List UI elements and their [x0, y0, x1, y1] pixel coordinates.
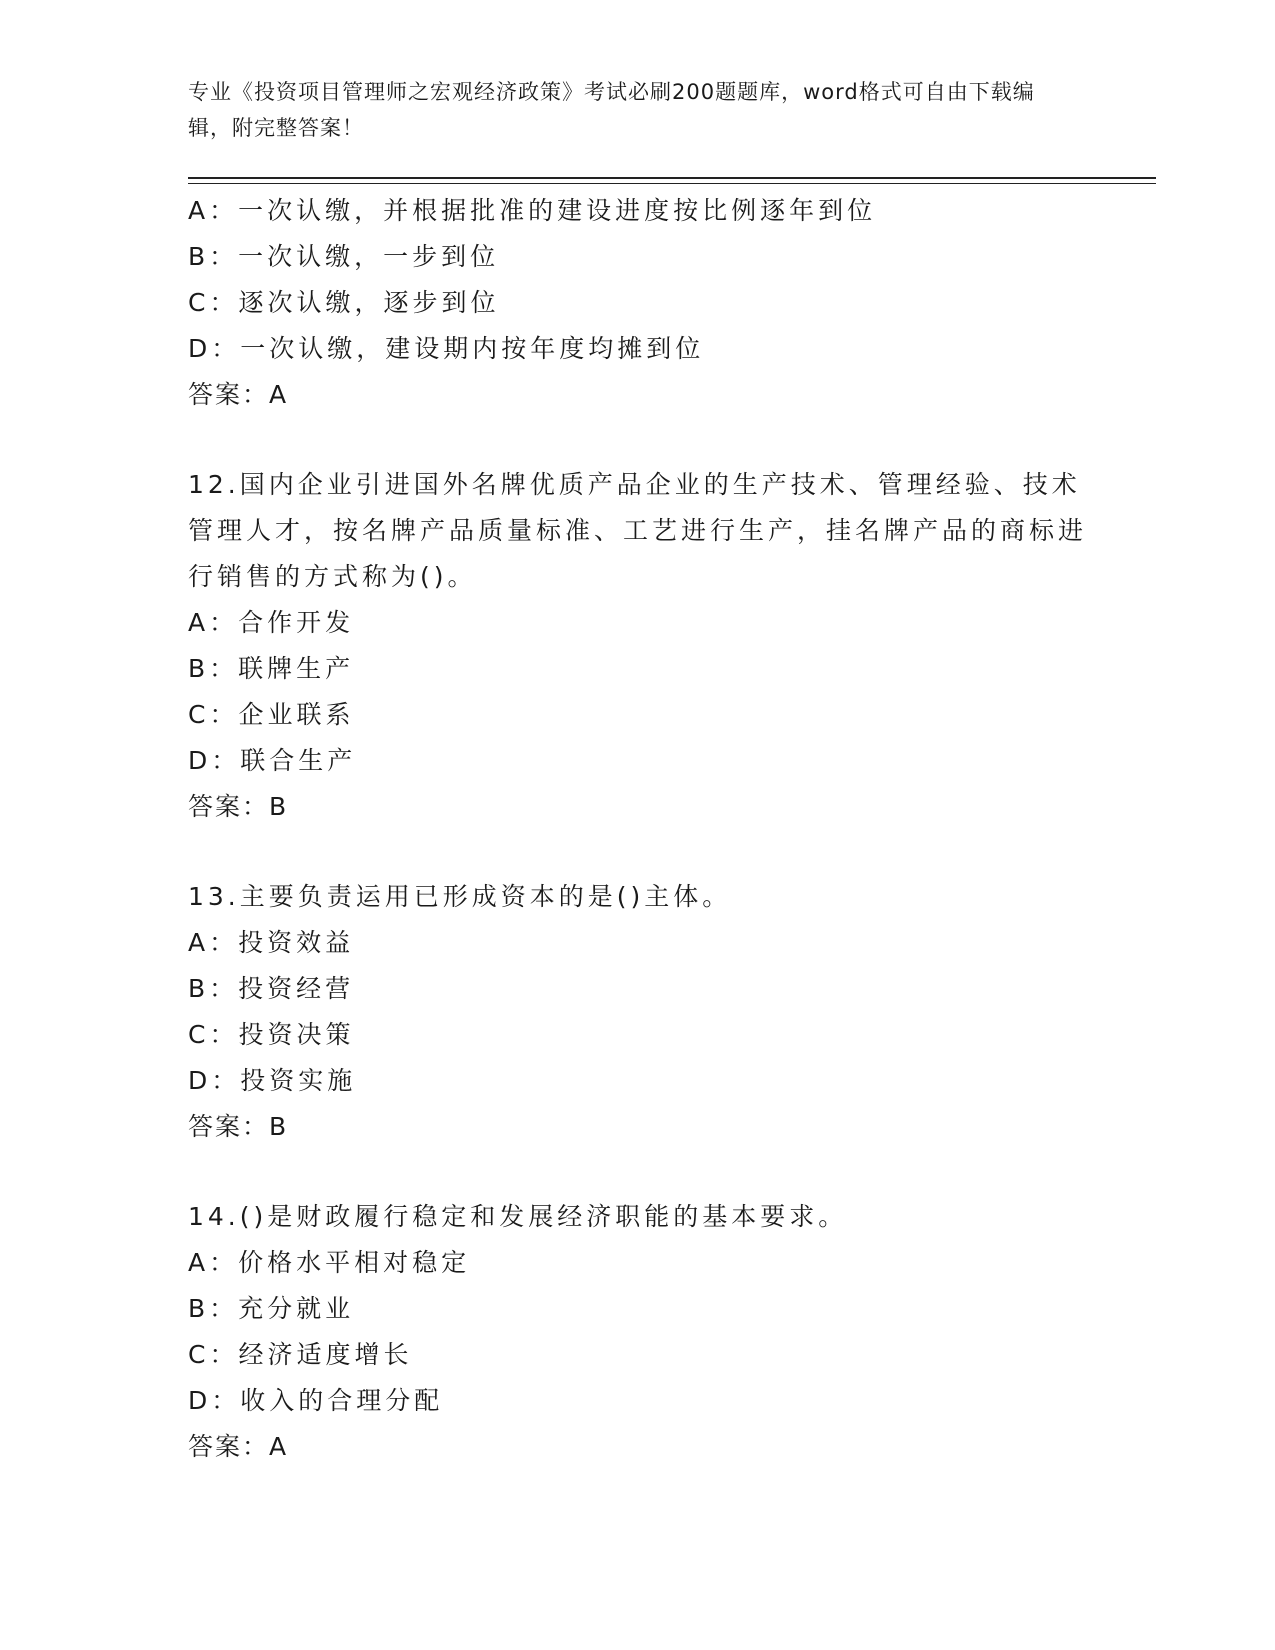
option-c: C：经济适度增长 — [188, 1340, 413, 1369]
option-b: B：一次认缴，一步到位 — [188, 242, 500, 271]
answer: 答案：A — [188, 1432, 289, 1461]
question-13 — [188, 874, 1088, 1150]
question-12 — [188, 462, 1088, 830]
question-text: 14.()是财政履行稳定和发展经济职能的基本要求。 — [188, 1202, 848, 1231]
spacer — [188, 1150, 1088, 1194]
option-a: A：合作开发 — [188, 608, 355, 637]
answer: 答案：A — [188, 380, 289, 409]
option-d: D：一次认缴，建设期内按年度均摊到位 — [188, 334, 705, 363]
spacer — [188, 830, 1088, 874]
option-d: D：联合生产 — [188, 746, 357, 775]
option-c: C：企业联系 — [188, 700, 355, 729]
header-divider-thick — [188, 177, 1156, 179]
spacer — [188, 418, 1088, 462]
question-text: 12.国内企业引进国外名牌优质产品企业的生产技术、管理经验、技术管理人才，按名牌产品质量标准、工艺进行生产，挂名牌产品的商标进行销售的方式称为()。 — [188, 470, 1088, 591]
option-c: C：逐次认缴，逐步到位 — [188, 288, 500, 317]
document-intro: 专业《投资项目管理师之宏观经济政策》考试必刷200题题库，word格式可自由下载编辑，附完整答案！ — [188, 80, 1035, 140]
option-b: B：充分就业 — [188, 1294, 355, 1323]
option-b: B：联牌生产 — [188, 654, 355, 683]
question-14 — [188, 1194, 1088, 1470]
option-d: D：投资实施 — [188, 1066, 357, 1095]
option-a: A：投资效益 — [188, 928, 355, 957]
option-a: A：价格水平相对稳定 — [188, 1248, 471, 1277]
option-a: A：一次认缴，并根据批准的建设进度按比例逐年到位 — [188, 196, 877, 225]
option-b: B：投资经营 — [188, 974, 355, 1003]
question-list — [188, 188, 1088, 1470]
question-text: 13.主要负责运用已形成资本的是()主体。 — [188, 882, 732, 911]
question-11 — [188, 188, 1088, 418]
option-c: C：投资决策 — [188, 1020, 355, 1049]
answer: 答案：B — [188, 792, 289, 821]
header-divider-thin — [188, 183, 1156, 184]
option-d: D：收入的合理分配 — [188, 1386, 444, 1415]
answer: 答案：B — [188, 1112, 289, 1141]
